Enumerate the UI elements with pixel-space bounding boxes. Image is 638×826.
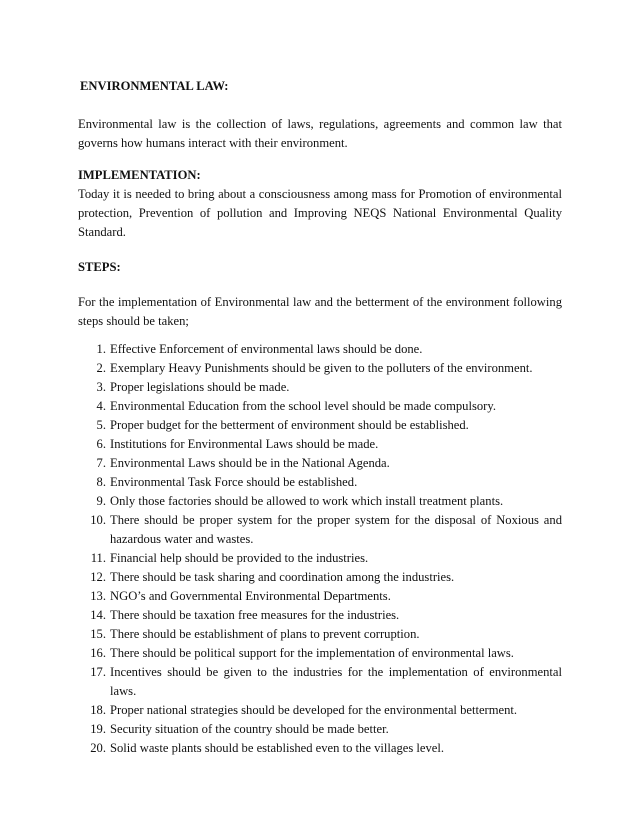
list-item-text: Exemplary Heavy Punishments should be given to the polluters of the environment. <box>110 361 533 375</box>
list-item <box>78 492 562 511</box>
list-item-text: There should be task sharing and coordination among the industries. <box>110 570 455 584</box>
list-item-text: Effective Enforcement of environmental laws should be done. <box>110 342 423 356</box>
list-item-number: 1. <box>96 342 106 356</box>
environmental-law-heading: ENVIRONMENTAL LAW: <box>80 79 229 93</box>
list-item-number: 2. <box>96 361 106 375</box>
list-item-number: 13. <box>90 589 106 603</box>
implementation-text: Today it is needed to bring about a consciousness among mass for Promotion of environmental protection, Prevention of pollution and Improving NEQS National Environmental Quality Standard. <box>78 187 562 239</box>
list-item <box>78 473 562 492</box>
list-item <box>78 378 562 397</box>
list-item <box>78 549 562 568</box>
steps-list <box>78 340 562 758</box>
list-item-text: There should be establishment of plans to prevent corruption. <box>110 627 420 641</box>
list-item-number: 19. <box>90 722 106 736</box>
list-item-number: 16. <box>90 646 106 660</box>
list-item-number: 12. <box>90 570 106 584</box>
list-item-number: 15. <box>90 627 106 641</box>
list-item-text: Proper legislations should be made. <box>110 380 290 394</box>
list-item-number: 10. <box>90 513 106 527</box>
list-item <box>78 340 562 359</box>
steps-intro: For the implementation of Environmental law and the betterment of the environment following steps should be taken; <box>78 295 562 328</box>
list-item <box>78 644 562 663</box>
list-item-text: Institutions for Environmental Laws should be made. <box>110 437 379 451</box>
environmental-law-definition: Environmental law is the collection of laws, regulations, agreements and common law that governs how humans interact with their environment. <box>78 117 562 150</box>
list-item-text: Environmental Laws should be in the National Agenda. <box>110 456 390 470</box>
steps-heading: STEPS: <box>78 260 121 274</box>
list-item <box>78 739 562 758</box>
list-item-text: Proper budget for the betterment of environment should be established. <box>110 418 469 432</box>
list-item-number: 8. <box>96 475 106 489</box>
list-item-number: 17. <box>90 665 106 679</box>
list-item <box>78 397 562 416</box>
list-item-text: Security situation of the country should be made better. <box>110 722 389 736</box>
list-item-text: There should be proper system for the proper system for the disposal of Noxious and hazardous water and wastes. <box>110 513 562 546</box>
list-item-text: Proper national strategies should be developed for the environmental betterment. <box>110 703 518 717</box>
list-item <box>78 720 562 739</box>
list-item-text: NGO’s and Governmental Environmental Departments. <box>110 589 391 603</box>
list-item-text: Solid waste plants should be established even to the villages level. <box>110 741 445 755</box>
list-item <box>78 701 562 720</box>
list-item-text: Only those factories should be allowed to work which install treatment plants. <box>110 494 504 508</box>
list-item-number: 7. <box>96 456 106 470</box>
list-item-number: 3. <box>96 380 106 394</box>
list-item-text: Environmental Education from the school level should be made compulsory. <box>110 399 496 413</box>
implementation-heading: IMPLEMENTATION: <box>78 168 201 182</box>
list-item-number: 6. <box>96 437 106 451</box>
list-item-number: 4. <box>96 399 106 413</box>
list-item-text: There should be political support for the implementation of environmental laws. <box>110 646 514 660</box>
list-item <box>78 606 562 625</box>
list-item <box>78 511 562 549</box>
list-item <box>78 416 562 435</box>
list-item-number: 20. <box>90 741 106 755</box>
list-item <box>78 359 562 378</box>
list-item-text: Financial help should be provided to the industries. <box>110 551 369 565</box>
list-item <box>78 625 562 644</box>
list-item-number: 5. <box>96 418 106 432</box>
list-item <box>78 435 562 454</box>
list-item-number: 9. <box>96 494 106 508</box>
list-item-text: Environmental Task Force should be established. <box>110 475 358 489</box>
list-item <box>78 663 562 701</box>
list-item-number: 14. <box>90 608 106 622</box>
list-item <box>78 454 562 473</box>
list-item <box>78 568 562 587</box>
list-item <box>78 587 562 606</box>
list-item-text: Incentives should be given to the industries for the implementation of environmental laws. <box>110 665 562 698</box>
list-item-text: There should be taxation free measures for the industries. <box>110 608 400 622</box>
list-item-number: 11. <box>90 551 106 565</box>
list-item-number: 18. <box>90 703 106 717</box>
